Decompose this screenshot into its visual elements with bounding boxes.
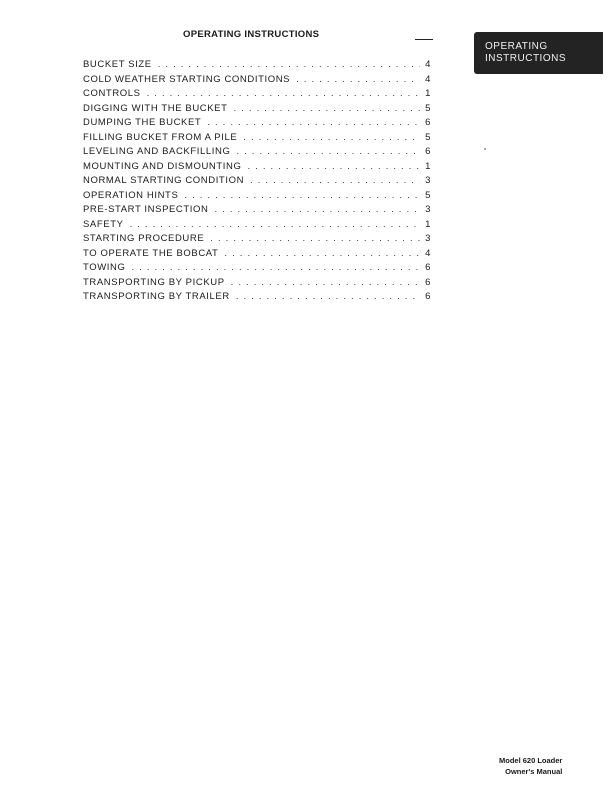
- toc-dot-leader: [224, 248, 420, 259]
- toc-entry-title: DIGGING WITH THE BUCKET: [83, 102, 228, 114]
- toc-entry-page: 1: [425, 218, 431, 230]
- toc-entry-page: 5: [425, 189, 431, 201]
- section-tab-line-2: INSTRUCTIONS: [485, 53, 566, 64]
- page-title: OPERATING INSTRUCTIONS: [183, 29, 320, 40]
- toc-entry-title: LEVELING AND BACKFILLING: [83, 146, 231, 157]
- toc-entry: [83, 132, 431, 147]
- toc-entry-page: 6: [425, 117, 431, 128]
- toc-entry-page: 6: [425, 146, 431, 157]
- toc-entry: [83, 88, 431, 103]
- toc-entry-page: 3: [425, 233, 431, 244]
- toc-entry-title: PRE-START INSPECTION: [83, 204, 209, 215]
- heading-rule: [415, 39, 433, 40]
- toc-entry: [83, 161, 431, 176]
- toc-entry-page: 6: [425, 276, 431, 288]
- footer-manual: Owner's Manual: [505, 767, 563, 776]
- toc-entry: [83, 190, 431, 205]
- toc-dot-leader: [130, 219, 420, 230]
- toc-entry-title: STARTING PROCEDURE: [83, 233, 205, 244]
- toc-entry-title: CONTROLS: [83, 88, 141, 99]
- toc-entry: [83, 175, 431, 190]
- toc-entry-title: TO OPERATE THE BOBCAT: [83, 247, 219, 259]
- toc-entry: [83, 291, 431, 306]
- toc-entry: [83, 219, 431, 234]
- toc-entry-title: TRANSPORTING BY TRAILER: [83, 291, 230, 302]
- toc-dot-leader: [210, 233, 420, 244]
- section-tab-line-1: OPERATING: [485, 41, 548, 52]
- toc-entry: [83, 248, 431, 263]
- toc-entry: [83, 233, 431, 248]
- toc-entry-page: 4: [425, 59, 431, 70]
- toc-entry-page: 6: [425, 291, 431, 302]
- toc-entry-page: 3: [425, 204, 431, 215]
- footer: [499, 755, 562, 777]
- section-tab: [474, 32, 603, 74]
- toc-dot-leader: [234, 103, 420, 114]
- toc-entry: [83, 262, 431, 277]
- toc-entry: [83, 146, 431, 161]
- toc-entry-title: FILLING BUCKET FROM A PILE: [83, 131, 238, 143]
- table-of-contents: [83, 59, 431, 306]
- toc-entry-page: 4: [425, 247, 431, 259]
- toc-entry-title: BUCKET SIZE: [83, 59, 152, 70]
- toc-entry-title: DUMPING THE BUCKET: [83, 117, 202, 128]
- toc-entry-title: MOUNTING AND DISMOUNTING: [83, 160, 242, 172]
- toc-dot-leader: [243, 132, 420, 143]
- toc-entry-page: 1: [425, 88, 431, 99]
- toc-dot-leader: [215, 204, 421, 215]
- toc-entry-title: TRANSPORTING BY PICKUP: [83, 276, 225, 288]
- footer-model: Model 620 Loader: [499, 756, 563, 765]
- toc-entry-title: NORMAL STARTING CONDITION: [83, 175, 245, 186]
- toc-entry: [83, 277, 431, 292]
- toc-entry-page: 5: [425, 131, 431, 143]
- toc-dot-leader: [236, 291, 420, 302]
- toc-dot-leader: [131, 262, 420, 273]
- toc-entry: [83, 103, 431, 118]
- toc-entry-page: 5: [425, 102, 431, 114]
- toc-dot-leader: [147, 88, 420, 99]
- toc-entry-page: 4: [425, 73, 431, 85]
- toc-dot-leader: [158, 59, 420, 70]
- toc-entry-page: 3: [425, 175, 431, 186]
- toc-entry: [83, 59, 431, 74]
- toc-dot-leader: [247, 161, 420, 172]
- toc-entry: [83, 204, 431, 219]
- toc-dot-leader: [184, 190, 420, 201]
- toc-entry-title: OPERATION HINTS: [83, 189, 179, 201]
- toc-entry-title: COLD WEATHER STARTING CONDITIONS: [83, 73, 291, 85]
- toc-entry: [83, 74, 431, 89]
- toc-dot-leader: [236, 146, 420, 157]
- toc-dot-leader: [250, 175, 420, 186]
- toc-entry: [83, 117, 431, 132]
- toc-entry-title: TOWING: [83, 262, 126, 273]
- toc-dot-leader: [296, 74, 420, 85]
- toc-dot-leader: [207, 117, 420, 128]
- toc-entry-title: SAFETY: [83, 218, 124, 230]
- toc-entry-page: 1: [425, 160, 431, 172]
- toc-entry-page: 6: [425, 262, 431, 273]
- stray-mark: [484, 148, 486, 150]
- toc-dot-leader: [231, 277, 420, 288]
